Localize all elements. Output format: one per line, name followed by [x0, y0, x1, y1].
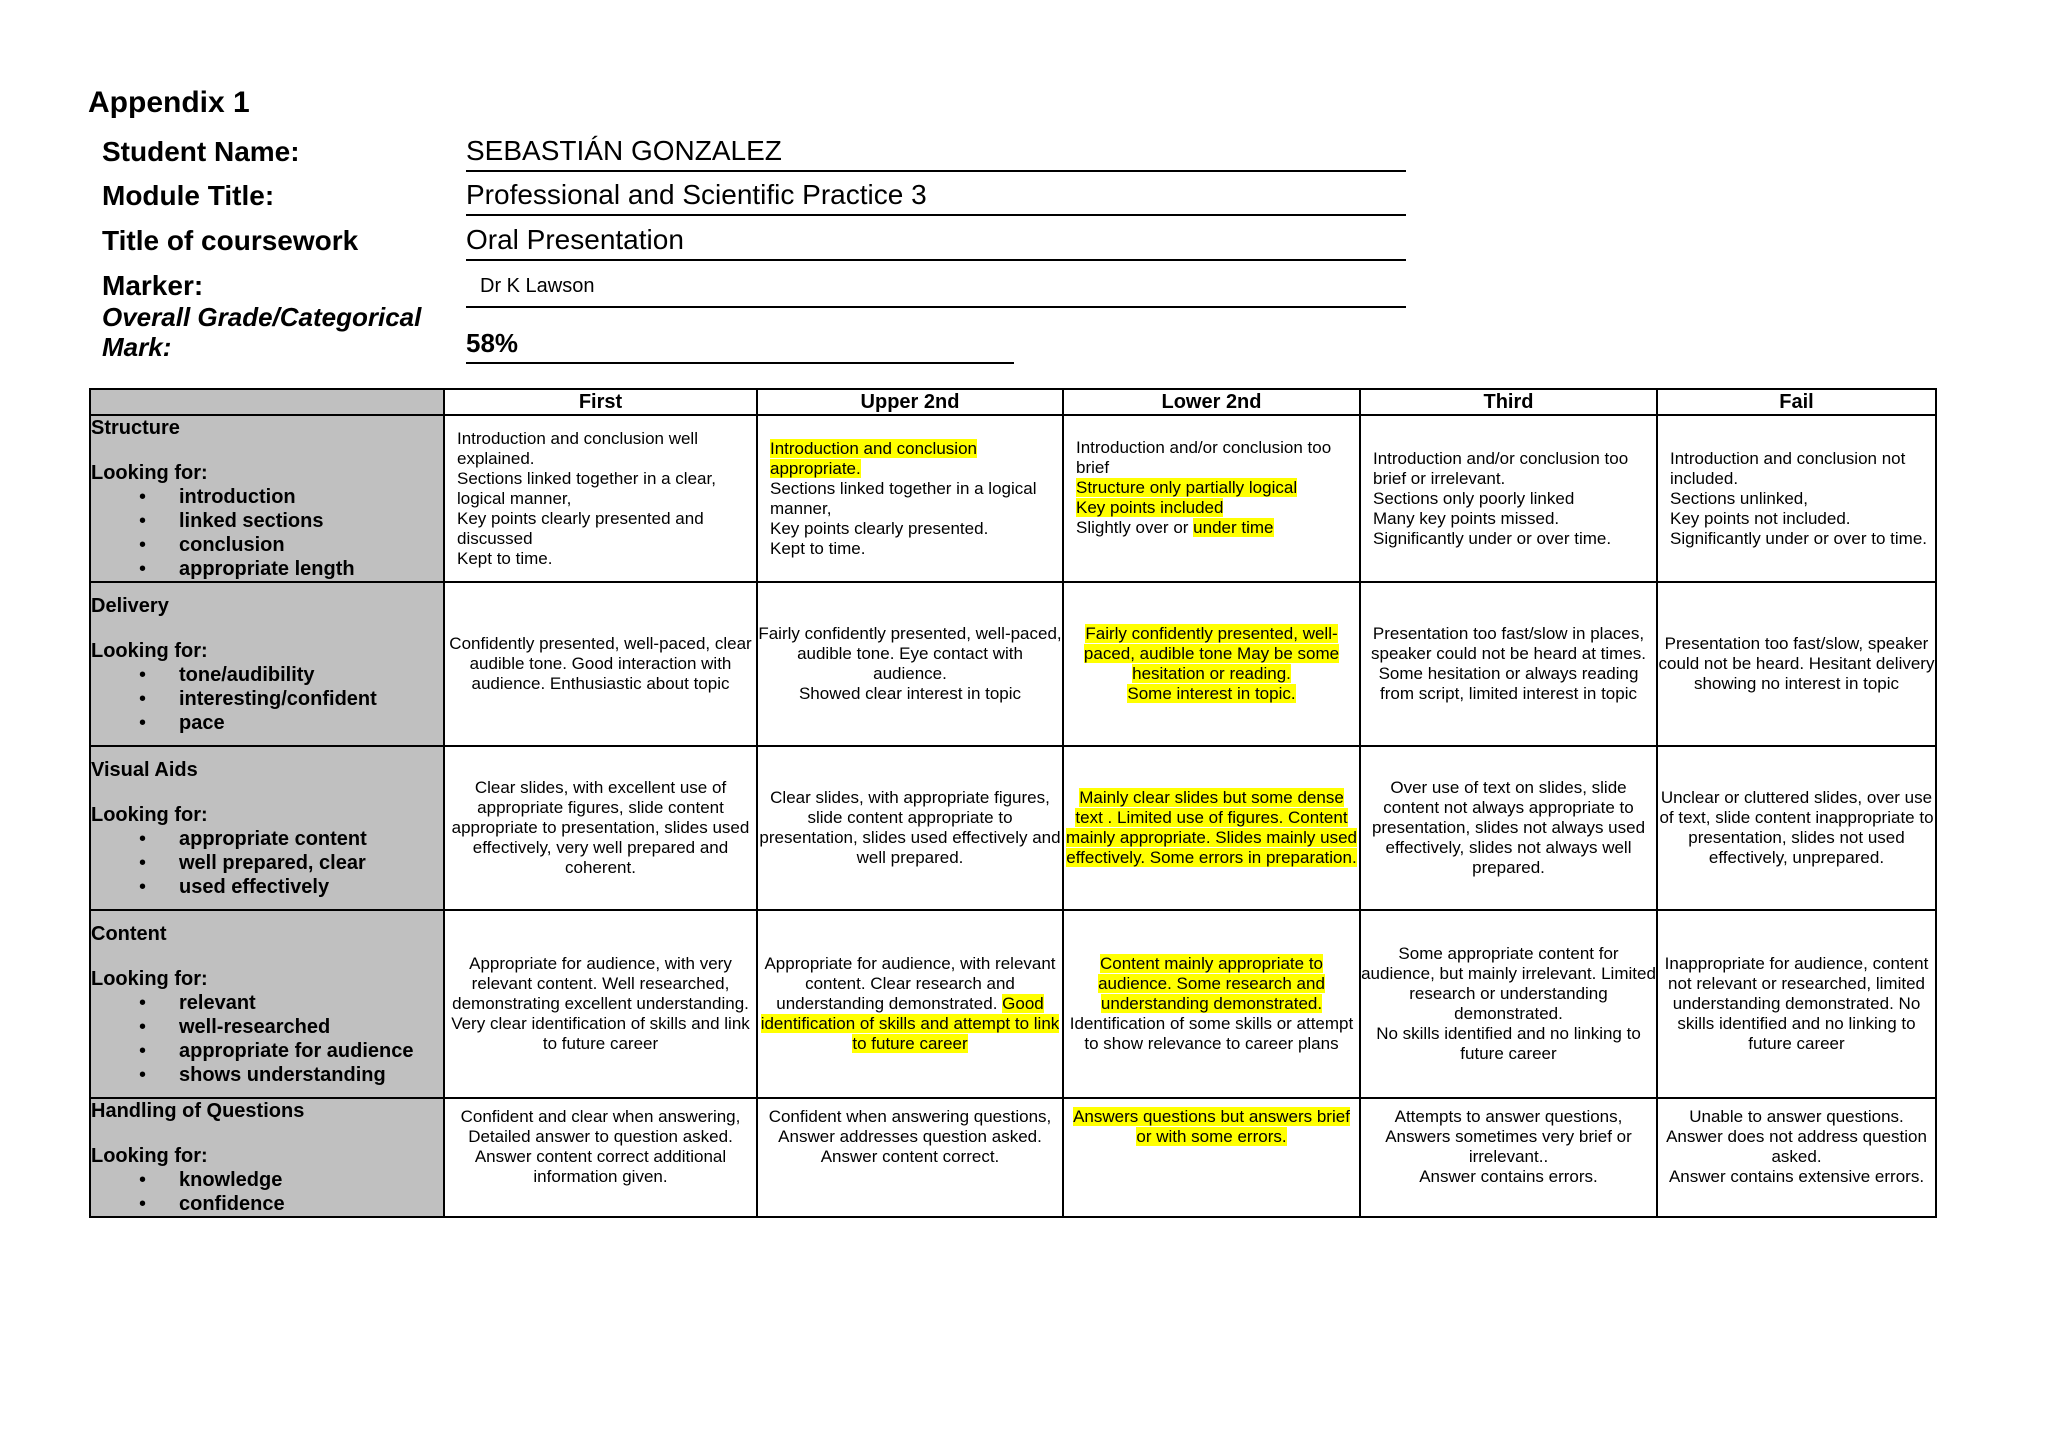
descriptor-line: [1064, 788, 1359, 868]
descriptor-line: [1670, 449, 1935, 489]
descriptor-first: [444, 910, 757, 1098]
descriptor-fail: [1657, 415, 1936, 582]
descriptor-first: [444, 582, 757, 746]
looking-for-item: • introduction: [139, 485, 443, 509]
looking-for-label: Looking for:: [91, 462, 208, 484]
descriptor-text: Key points clearly presented.: [770, 518, 989, 538]
descriptor-fail: [1657, 582, 1936, 746]
highlighted-text: Mainly clear slides but some dense text . Limited use of figures. Content mainly appropriate. Slides mainly used effectively. Some errors in preparation.: [1065, 788, 1358, 867]
highlighted-text: Fairly confidently presented, well-paced, audible tone May be some hesitation or reading.: [1083, 624, 1340, 683]
grade-label-line-2: Mark:: [102, 332, 172, 362]
descriptor-line: [770, 519, 1062, 539]
descriptor-text: Confident when answering questions,: [768, 1107, 1052, 1126]
descriptor-lower-2nd: [1063, 746, 1360, 910]
column-header-upper-2nd: Upper 2nd: [757, 389, 1063, 415]
descriptor-text: Kept to time.: [457, 548, 553, 568]
criterion-cell: [90, 746, 444, 910]
descriptor-line: [1373, 489, 1656, 509]
descriptor-line: [1361, 944, 1656, 1024]
looking-for-item: • appropriate for audience: [139, 1039, 443, 1063]
criterion-name: Visual Aids: [91, 758, 198, 781]
descriptor-text: Answer contains extensive errors.: [1668, 1167, 1925, 1186]
looking-for-item: • tone/audibility: [139, 663, 443, 687]
descriptor-line: [758, 1107, 1062, 1127]
descriptor-text: Key points not included.: [1670, 508, 1851, 528]
descriptor-line: [1361, 1167, 1656, 1187]
descriptor-line: [1076, 498, 1359, 518]
rubric-row-handling-of-questions: [90, 1098, 1936, 1217]
looking-for-label: Looking for:: [91, 967, 208, 990]
looking-for-item: • interesting/confident: [139, 687, 443, 711]
descriptor-text: Significantly under or over to time.: [1670, 528, 1928, 548]
descriptor-line: [1658, 1127, 1935, 1167]
descriptor-line: [457, 549, 756, 569]
descriptor-line: [457, 509, 756, 549]
descriptor-line: [445, 778, 756, 878]
descriptor-line: [1361, 1024, 1656, 1064]
descriptor-text: Clear slides, with appropriate figures, slide content appropriate to presentation, slides used effectively and well prepared.: [759, 788, 1061, 867]
descriptor-text: Sections unlinked,: [1670, 488, 1808, 508]
criterion-cell: [90, 415, 444, 582]
descriptor-line: [1076, 438, 1359, 478]
column-header-first: First: [444, 389, 757, 415]
descriptor-text: Confident and clear when answering, Detailed answer to question asked. Answer content correct additional information given.: [460, 1107, 741, 1186]
descriptor-text: Many key points missed.: [1373, 508, 1560, 528]
descriptor-text: Sections linked together in a clear, logical manner,: [457, 468, 716, 508]
descriptor-text: Appropriate for audience, with very relevant content. Well researched, demonstrating excellent understanding. Very clear identification of skills and link to future career: [451, 954, 750, 1053]
descriptor-line: [770, 539, 1062, 559]
descriptor-line: [1361, 778, 1656, 878]
looking-for-label: Looking for:: [91, 639, 208, 662]
descriptor-text: Over use of text on slides, slide content not always appropriate to presentation, slides not always used effectively, slides not always well prepared.: [1371, 778, 1646, 877]
descriptor-line: [445, 954, 756, 1054]
descriptor-line: [1658, 954, 1935, 1054]
descriptor-third: [1360, 746, 1657, 910]
highlighted-text: Good identification of skills and attempt to link to future career: [760, 994, 1060, 1053]
descriptor-line: [1658, 1167, 1935, 1187]
looking-for-label: Looking for:: [91, 1145, 208, 1167]
descriptor-text: Answer contains errors.: [1419, 1167, 1598, 1186]
column-header-fail: Fail: [1657, 389, 1936, 415]
descriptor-text: Attempts to answer questions,: [1394, 1107, 1623, 1126]
descriptor-third: [1360, 582, 1657, 746]
descriptor-line: [1670, 489, 1935, 509]
descriptor-line: [1670, 509, 1935, 529]
descriptor-lower-2nd: [1063, 1098, 1360, 1217]
descriptor-line: [1373, 449, 1656, 489]
descriptor-upper-2nd: [757, 746, 1063, 910]
looking-for-item: • conclusion: [139, 533, 443, 557]
column-header-lower-2nd: Lower 2nd: [1063, 389, 1360, 415]
descriptor-line: [1658, 1107, 1935, 1127]
criterion-cell: [90, 1098, 444, 1217]
rubric-header-row: [90, 389, 1936, 415]
descriptor-fail: [1657, 1098, 1936, 1217]
looking-for-item: • well-researched: [139, 1015, 443, 1039]
module-title-label: Module Title:: [102, 180, 275, 211]
highlighted-text: Some interest in topic.: [1127, 684, 1296, 703]
descriptor-first: [444, 415, 757, 582]
highlighted-text: under time: [1193, 518, 1274, 537]
descriptor-text: Significantly under or over time.: [1373, 528, 1612, 548]
looking-for-list: [91, 1168, 443, 1216]
descriptor-line: [758, 624, 1062, 684]
descriptor-line: [445, 634, 756, 694]
descriptor-text: Introduction and conclusion not included.: [1670, 448, 1906, 488]
descriptor-third: [1360, 415, 1657, 582]
descriptor-line: [770, 439, 1062, 479]
descriptor-line: [758, 1127, 1062, 1147]
coursework-value: Oral Presentation: [466, 223, 1406, 261]
looking-for-item: • used effectively: [139, 875, 443, 899]
descriptor-line: [1658, 634, 1935, 694]
descriptor-upper-2nd: [757, 1098, 1063, 1217]
column-header-third: Third: [1360, 389, 1657, 415]
descriptor-upper-2nd: [757, 415, 1063, 582]
grade-label-line-1: Overall Grade/Categorical: [102, 302, 422, 332]
descriptor-line: [1064, 684, 1359, 704]
looking-for-item: • well prepared, clear: [139, 851, 443, 875]
descriptor-text: Slightly over or: [1076, 518, 1194, 537]
rubric-row-delivery: [90, 582, 1936, 746]
rubric-row-content: [90, 910, 1936, 1098]
looking-for-list: [91, 485, 443, 581]
descriptor-line: [758, 788, 1062, 868]
descriptor-lower-2nd: [1063, 415, 1360, 582]
student-name-value: SEBASTIÁN GONZALEZ: [466, 134, 1406, 172]
descriptor-line: [1064, 954, 1359, 1054]
descriptor-upper-2nd: [757, 582, 1063, 746]
criterion-name: Delivery: [91, 594, 169, 617]
descriptor-text: Introduction and/or conclusion too brief: [1076, 438, 1332, 477]
coursework-label: Title of coursework: [102, 225, 359, 256]
looking-for-item: • appropriate content: [139, 827, 443, 851]
highlighted-text: Answers questions but answers brief or with some errors.: [1073, 1107, 1350, 1146]
descriptor-text: Identification of some skills or attempt to show relevance to career plans: [1069, 1014, 1354, 1053]
descriptor-text: Answer does not address question asked.: [1666, 1127, 1927, 1166]
marker-label: Marker:: [102, 270, 204, 301]
marking-rubric-table: [89, 388, 1937, 1218]
descriptor-line: [1076, 478, 1359, 498]
marker-value: Dr K Lawson: [466, 268, 1406, 308]
criterion-cell: [90, 910, 444, 1098]
descriptor-text: Showed clear interest in topic: [798, 684, 1022, 703]
highlighted-text: Key points included: [1076, 498, 1224, 517]
descriptor-upper-2nd: [757, 910, 1063, 1098]
looking-for-item: • shows understanding: [139, 1063, 443, 1087]
descriptor-line: [1361, 1127, 1656, 1167]
highlighted-text: Structure only partially logical: [1076, 478, 1298, 497]
grade-label: [102, 302, 421, 362]
rubric-corner-cell: [90, 389, 444, 415]
descriptor-text: Some appropriate content for audience, but mainly irrelevant. Limited research or understanding demonstrated.: [1361, 944, 1656, 1023]
looking-for-item: • knowledge: [139, 1168, 443, 1192]
descriptor-text: Introduction and/or conclusion too brief or irrelevant.: [1373, 448, 1629, 488]
descriptor-fail: [1657, 746, 1936, 910]
looking-for-list: [91, 827, 443, 899]
descriptor-line: [758, 1147, 1062, 1167]
descriptor-text: Unable to answer questions.: [1689, 1107, 1904, 1126]
descriptor-text: Answer content correct.: [820, 1147, 1000, 1166]
criterion-name: Handling of Questions: [91, 1100, 305, 1122]
descriptor-text: Answer addresses question asked.: [778, 1127, 1042, 1146]
looking-for-list: [91, 663, 443, 735]
descriptor-text: Appropriate for audience, with relevant content. Clear research and understanding demonstrated.: [764, 954, 1056, 1013]
descriptor-line: [457, 429, 756, 469]
rubric-row-structure: [90, 415, 1936, 582]
descriptor-line: [1361, 1107, 1656, 1127]
module-title-value: Professional and Scientific Practice 3: [466, 178, 1406, 216]
descriptor-first: [444, 746, 757, 910]
descriptor-text: Answers sometimes very brief or irrelevant..: [1385, 1127, 1632, 1166]
descriptor-lower-2nd: [1063, 910, 1360, 1098]
descriptor-text: Unclear or cluttered slides, over use of text, slide content inappropriate to presentation, slides not used effectively, unprepared.: [1659, 788, 1934, 867]
descriptor-text: Presentation too fast/slow, speaker could not be heard. Hesitant delivery showing no interest in topic: [1658, 634, 1935, 693]
looking-for-item: • linked sections: [139, 509, 443, 533]
descriptor-line: [1361, 624, 1656, 704]
criterion-name: Content: [91, 922, 167, 945]
descriptor-lower-2nd: [1063, 582, 1360, 746]
descriptor-text: Fairly confidently presented, well-paced, audible tone. Eye contact with audience.: [758, 624, 1062, 683]
descriptor-line: [1658, 788, 1935, 868]
descriptor-text: Clear slides, with excellent use of appropriate figures, slide content appropriate to presentation, slides used effectively, very well prepared and coherent.: [451, 778, 750, 877]
descriptor-third: [1360, 1098, 1657, 1217]
descriptor-text: Kept to time.: [770, 538, 866, 558]
criterion-cell: [90, 582, 444, 746]
descriptor-text: No skills identified and no linking to future career: [1376, 1024, 1641, 1063]
looking-for-label: Looking for:: [91, 803, 208, 826]
highlighted-text: Introduction and conclusion appropriate.: [770, 438, 977, 478]
descriptor-third: [1360, 910, 1657, 1098]
looking-for-item: • appropriate length: [139, 557, 443, 581]
descriptor-line: [445, 1107, 756, 1187]
appendix-heading: Appendix 1: [88, 86, 250, 119]
descriptor-text: Introduction and conclusion well explained.: [457, 428, 698, 468]
descriptor-line: [1670, 529, 1935, 549]
descriptor-text: Key points clearly presented and discussed: [457, 508, 704, 548]
descriptor-line: [1064, 624, 1359, 684]
descriptor-text: Confidently presented, well-paced, clear audible tone. Good interaction with audience. Enthusiastic about topic: [449, 634, 752, 693]
descriptor-line: [758, 684, 1062, 704]
descriptor-text: Presentation too fast/slow in places, speaker could not be heard at times. Some hesitation or always reading from script, limited interest in topic: [1371, 624, 1646, 703]
looking-for-list: [91, 991, 443, 1087]
descriptor-line: [457, 469, 756, 509]
grade-value: 58%: [466, 326, 1014, 364]
descriptor-line: [1076, 518, 1359, 538]
criterion-name: Structure: [91, 417, 180, 439]
looking-for-item: • confidence: [139, 1192, 443, 1216]
descriptor-line: [770, 479, 1062, 519]
student-name-label: Student Name:: [102, 136, 300, 167]
descriptor-fail: [1657, 910, 1936, 1098]
looking-for-item: • pace: [139, 711, 443, 735]
descriptor-line: [758, 954, 1062, 1054]
descriptor-text: Inappropriate for audience, content not relevant or researched, limited understanding demonstrated. No skills identified and no linking to future career: [1664, 954, 1929, 1053]
descriptor-line: [1373, 509, 1656, 529]
descriptor-line: [1064, 1107, 1359, 1147]
descriptor-text: Sections only poorly linked: [1373, 488, 1575, 508]
looking-for-item: • relevant: [139, 991, 443, 1015]
rubric-row-visual-aids: [90, 746, 1936, 910]
descriptor-line: [1373, 529, 1656, 549]
descriptor-first: [444, 1098, 757, 1217]
highlighted-text: Content mainly appropriate to audience. Some research and understanding demonstrated.: [1098, 954, 1325, 1013]
descriptor-text: Sections linked together in a logical manner,: [770, 478, 1037, 518]
